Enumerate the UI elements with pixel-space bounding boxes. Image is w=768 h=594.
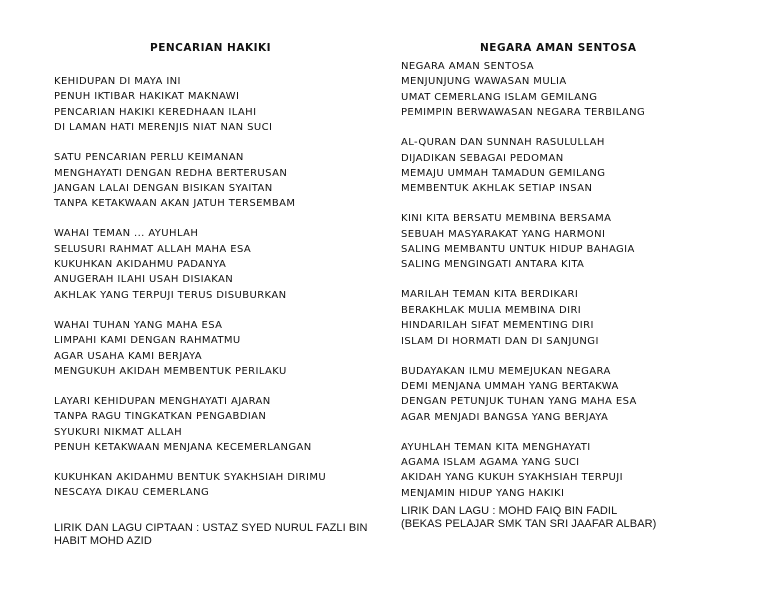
lyric-line: PENUH IKTIBAR HAKIKAT MAKNAWI: [54, 91, 240, 103]
right-stanza: [401, 211, 645, 273]
right-stanza: [401, 135, 645, 197]
lyric-line: SELUSURI RAHMAT ALLAH MAHA ESA: [54, 243, 252, 255]
right-stanza: [401, 364, 645, 426]
credit-line: (BEKAS PELAJAR SMK TAN SRI JAAFAR ALBAR): [401, 518, 657, 530]
lyric-line: DENGAN PETUNJUK TUHAN YANG MAHA ESA: [401, 396, 637, 408]
lyric-line: MEMAJU UMMAH TAMADUN GEMILANG: [401, 167, 606, 179]
lyric-line: DIJADIKAN SEBAGAI PEDOMAN: [401, 152, 564, 164]
lyric-line: MEMBENTUK AKHLAK SETIAP INSAN: [401, 183, 593, 195]
lyric-line: AL-QURAN DAN SUNNAH RASULULLAH: [401, 137, 605, 149]
lyric-line: SYUKURI NIKMAT ALLAH: [54, 426, 182, 438]
lyric-line: SEBUAH MASYARAKAT YANG HARMONI: [401, 228, 606, 240]
lyric-line: DEMI MENJANA UMMAH YANG BERTAKWA: [401, 380, 619, 392]
left-stanza: [54, 318, 326, 380]
lyric-line: PEMIMPIN BERWAWASAN NEGARA TERBILANG: [401, 107, 646, 119]
left-stanza: [54, 74, 326, 136]
lyric-line: AYUHLAH TEMAN KITA MENGHAYATI: [401, 441, 591, 453]
lyric-line: LIMPAHI KAMI DENGAN RAHMATMU: [54, 335, 241, 347]
lyric-line: TANPA RAGU TINGKATKAN PENGABDIAN: [54, 411, 267, 423]
left-stanza: [54, 470, 326, 501]
lyric-line: LAYARI KEHIDUPAN MENGHAYATI AJARAN: [54, 395, 271, 407]
lyric-line: KINI KITA BERSATU MEMBINA BERSAMA: [401, 213, 612, 225]
lyric-line: KEHIDUPAN DI MAYA INI: [54, 76, 181, 87]
lyric-line: MENGUKUH AKIDAH MEMBENTUK PERILAKU: [54, 366, 287, 377]
lyric-line: SATU PENCARIAN PERLU KEIMANAN: [54, 152, 244, 164]
lyric-line: JANGAN LALAI DENGAN BISIKAN SYAITAN: [54, 182, 273, 194]
lyric-line: UMAT CEMERLANG ISLAM GEMILANG: [401, 91, 598, 103]
credit-line: LIRIK DAN LAGU CIPTAAN : USTAZ SYED NURUL FAZLI BIN: [54, 522, 368, 534]
lyric-line: WAHAI TUHAN YANG MAHA ESA: [54, 319, 223, 331]
lyric-line: AKIDAH YANG KUKUH SYAKHSIAH TERPUJI: [401, 472, 623, 484]
lyric-line: MENJAMIN HIDUP YANG HAKIKI: [401, 487, 565, 499]
lyric-line: NESCAYA DIKAU CEMERLANG: [54, 487, 210, 499]
lyric-line: KUKUHKAN AKIDAHMU BENTUK SYAKHSIAH DIRIMU: [54, 472, 327, 484]
lyric-line: AKHLAK YANG TERPUJI TERUS DISUBURKAN: [54, 289, 287, 301]
right-poem-credit: [401, 505, 656, 531]
lyric-line: NEGARA AMAN SENTOSA: [401, 61, 535, 72]
lyric-line: KUKUHKAN AKIDAHMU PADANYA: [54, 259, 227, 271]
right-stanza: [401, 440, 645, 502]
lyric-line: DI LAMAN HATI MERENJIS NIAT NAN SUCI: [54, 122, 273, 134]
lyric-line: SALING MEMBANTU UNTUK HIDUP BAHAGIA: [401, 244, 635, 256]
left-poem-credit: [54, 522, 374, 548]
left-poem-title: PENCARIAN HAKIKI: [150, 42, 272, 54]
right-stanza: [401, 287, 645, 349]
lyric-line: AGAR MENJADI BANGSA YANG BERJAYA: [401, 411, 609, 423]
lyric-line: MENGHAYATI DENGAN REDHA BERTERUSAN: [54, 167, 288, 179]
lyric-line: PENCARIAN HAKIKI KEREDHAAN ILAHI: [54, 106, 257, 118]
lyric-line: WAHAI TEMAN ... AYUHLAH: [54, 228, 199, 240]
credit-line: LIRIK DAN LAGU : MOHD FAIQ BIN FADIL: [401, 505, 618, 517]
credit-line: HABIT MOHD AZID: [54, 535, 152, 547]
left-stanza: [54, 150, 326, 212]
lyric-line: TANPA KETAKWAAN AKAN JATUH TERSEMBAM: [54, 198, 296, 210]
right-stanza: [401, 59, 645, 121]
lyric-line: AGAR USAHA KAMI BERJAYA: [54, 350, 202, 362]
left-stanza: [54, 226, 326, 303]
left-stanza: [54, 394, 326, 456]
lyric-line: MARILAH TEMAN KITA BERDIKARI: [401, 289, 579, 301]
lyric-line: ANUGERAH ILAHI USAH DISIAKAN: [54, 274, 234, 286]
right-poem-stanzas: [401, 59, 645, 516]
lyric-line: PENUH KETAKWAAN MENJANA KECEMERLANGAN: [54, 442, 312, 454]
right-poem-title: NEGARA AMAN SENTOSA: [480, 42, 637, 54]
lyric-line: SALING MENGINGATI ANTARA KITA: [401, 259, 585, 271]
lyric-line: HINDARILAH SIFAT MEMENTING DIRI: [401, 320, 594, 332]
left-poem-stanzas: [54, 74, 326, 515]
lyric-line: MENJUNJUNG WAWASAN MULIA: [401, 76, 567, 88]
lyric-line: BERAKHLAK MULIA MEMBINA DIRI: [401, 304, 582, 316]
lyric-line: ISLAM DI HORMATI DAN DI SANJUNGI: [401, 335, 599, 347]
lyric-line: BUDAYAKAN ILMU MEMEJUKAN NEGARA: [401, 365, 611, 377]
lyric-line: AGAMA ISLAM AGAMA YANG SUCI: [401, 457, 580, 469]
